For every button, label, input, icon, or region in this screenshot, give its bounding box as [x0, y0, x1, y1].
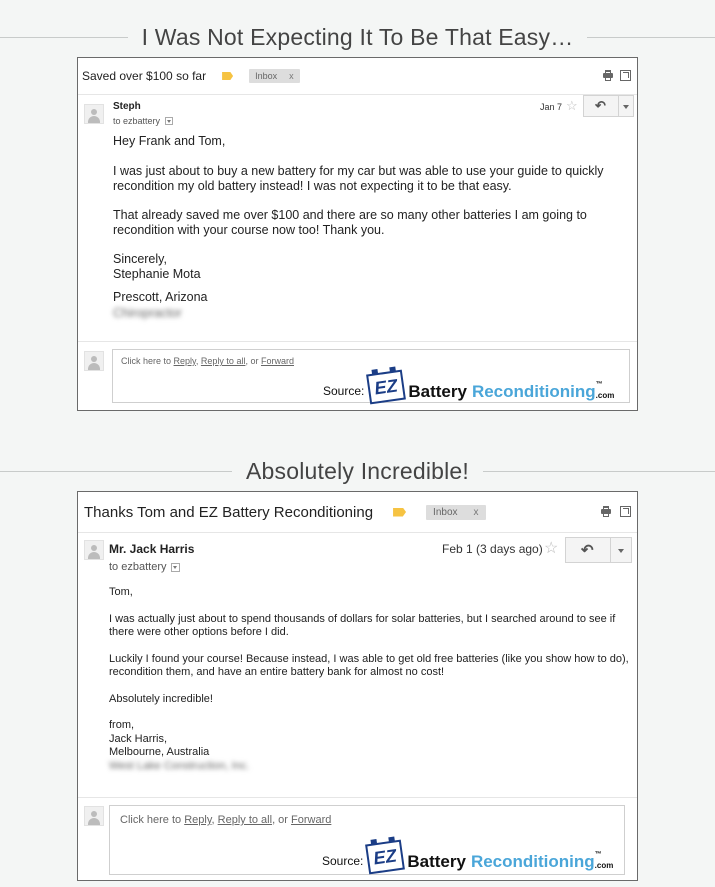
email-subject: Saved over $100 so far — [82, 69, 207, 83]
remove-label-icon[interactable]: x — [289, 71, 294, 81]
email-paragraph: Luckily I found your course! Because instead, I was able to get old free batteries (like you show how to do), recondition them, and have an entire battery bank for almost no cost! — [109, 652, 629, 678]
sender-name[interactable]: Mr. Jack Harris — [109, 542, 195, 556]
forward-link[interactable]: Forward — [260, 356, 294, 366]
star-icon[interactable]: ☆ — [566, 98, 578, 113]
email-signoff: from, — [109, 719, 135, 731]
forward-link[interactable]: Forward — [291, 814, 332, 826]
ez-battery-logo — [368, 372, 614, 402]
email-paragraph: Absolutely incredible! — [109, 692, 213, 705]
blurred-signature-line: West Lake Construction, Inc. — [109, 759, 250, 772]
reply-hint-sep: , — [195, 356, 199, 366]
signature-location: Prescott, Arizona — [113, 290, 208, 304]
email-date: Feb 1 (3 days ago) — [442, 542, 543, 556]
self-avatar — [84, 806, 104, 826]
subject-bar — [78, 492, 637, 533]
recipient-line — [109, 561, 180, 573]
reply-divider — [78, 341, 637, 342]
logo-tm: ™ — [595, 381, 603, 388]
signature-location: Melbourne, Australia — [109, 746, 210, 758]
recipient-line — [113, 116, 173, 126]
subject-actions — [600, 506, 631, 517]
email-card-1 — [77, 57, 638, 411]
heading-rule-left — [0, 471, 232, 472]
inbox-label-chip[interactable] — [249, 69, 300, 83]
reply-button[interactable] — [583, 95, 619, 117]
print-icon[interactable] — [602, 70, 614, 81]
email-greeting: Hey Frank and Tom, — [113, 134, 226, 148]
inbox-label-chip[interactable] — [426, 505, 485, 520]
logo-reconditioning-text: Reconditioning — [470, 852, 595, 871]
email-subject: Thanks Tom and EZ Battery Reconditioning — [84, 503, 374, 521]
more-actions-button[interactable] — [610, 537, 632, 563]
logo-battery-text: Battery — [407, 852, 466, 871]
reply-all-link[interactable]: Reply to all — [200, 356, 246, 366]
source-attribution — [322, 842, 613, 872]
reply-hint — [121, 356, 294, 366]
recipient-details-toggle[interactable] — [171, 563, 180, 572]
recipient-text: to ezbattery — [113, 116, 161, 126]
logo-reconditioning-text: Reconditioning — [471, 382, 596, 401]
heading-rule-left — [0, 37, 128, 38]
email-paragraph: That already saved me over $100 and there are so many other batteries I am going to recondition with your course now too! Thank you. — [113, 208, 587, 237]
ez-battery-logo — [367, 842, 613, 872]
inbox-label-text: Inbox — [433, 506, 458, 518]
sender-avatar — [84, 104, 104, 124]
reply-hint — [120, 814, 331, 826]
inbox-label-text: Inbox — [255, 71, 278, 81]
print-icon[interactable] — [600, 506, 612, 517]
logo-badge: EZ — [365, 840, 405, 875]
email-paragraph: I was actually just about to spend thousands of dollars for solar batteries, but I searched around to see if there were other options before I did. — [109, 612, 616, 638]
subject-actions — [602, 70, 631, 81]
email-paragraph: I was just about to buy a new battery for my car but was able to use your guide to quickly recondition my old battery instead! I was not expecting it to be that easy. — [113, 164, 604, 193]
reply-arrow-icon: ↶ — [581, 542, 594, 559]
email-signoff: Sincerely, — [113, 252, 167, 266]
logo-com-text — [594, 851, 614, 870]
logo-com: .com — [595, 391, 615, 400]
reply-divider — [78, 797, 637, 798]
reply-arrow-icon: ↶ — [595, 98, 606, 113]
reply-hint-sep: , — [211, 814, 215, 826]
logo-badge: EZ — [366, 370, 406, 405]
new-window-icon[interactable] — [620, 506, 631, 517]
email-date: Jan 7 — [540, 102, 563, 112]
email-greeting: Tom, — [109, 586, 133, 598]
heading-rule-right — [587, 37, 715, 38]
star-icon[interactable]: ☆ — [544, 540, 559, 557]
recipient-text: to ezbattery — [109, 561, 167, 573]
reply-button[interactable] — [565, 537, 611, 563]
reply-hint-sep: , or — [245, 356, 259, 366]
reply-hint-prefix: Click here to — [121, 356, 172, 366]
signature-name: Jack Harris, — [109, 732, 168, 745]
source-attribution — [323, 372, 614, 402]
email-body — [113, 134, 623, 321]
sender-avatar — [84, 540, 104, 560]
label-tag-icon[interactable] — [222, 72, 233, 80]
logo-com: .com — [594, 861, 614, 870]
reply-all-link[interactable]: Reply to all — [217, 814, 273, 826]
email-body — [109, 586, 629, 773]
section-heading-2 — [0, 456, 715, 486]
heading-rule-right — [483, 471, 715, 472]
reply-hint-sep: , or — [272, 814, 288, 826]
reply-link[interactable]: Reply — [173, 356, 196, 366]
signature-name: Stephanie Mota — [113, 267, 201, 281]
subject-bar — [78, 58, 637, 95]
heading-text: Absolutely Incredible! — [245, 457, 470, 484]
recipient-details-toggle[interactable] — [165, 117, 173, 125]
remove-label-icon[interactable]: x — [473, 506, 479, 518]
heading-text: I Was Not Expecting It To Be That Easy… — [141, 23, 574, 50]
new-window-icon[interactable] — [620, 70, 631, 81]
logo-tm: ™ — [594, 851, 602, 858]
sender-name[interactable]: Steph — [113, 101, 141, 112]
source-label: Source: — [322, 854, 364, 868]
section-heading-1 — [0, 22, 715, 52]
logo-com-text — [595, 381, 615, 400]
reply-hint-prefix: Click here to — [120, 814, 182, 826]
blurred-signature-line: Chiropractor — [113, 306, 182, 320]
email-card-2 — [77, 491, 638, 881]
more-actions-button[interactable] — [618, 95, 634, 117]
reply-link[interactable]: Reply — [184, 814, 212, 826]
self-avatar — [84, 351, 104, 371]
label-tag-icon[interactable] — [393, 508, 406, 517]
logo-battery-text: Battery — [408, 382, 467, 401]
source-label: Source: — [323, 384, 365, 398]
